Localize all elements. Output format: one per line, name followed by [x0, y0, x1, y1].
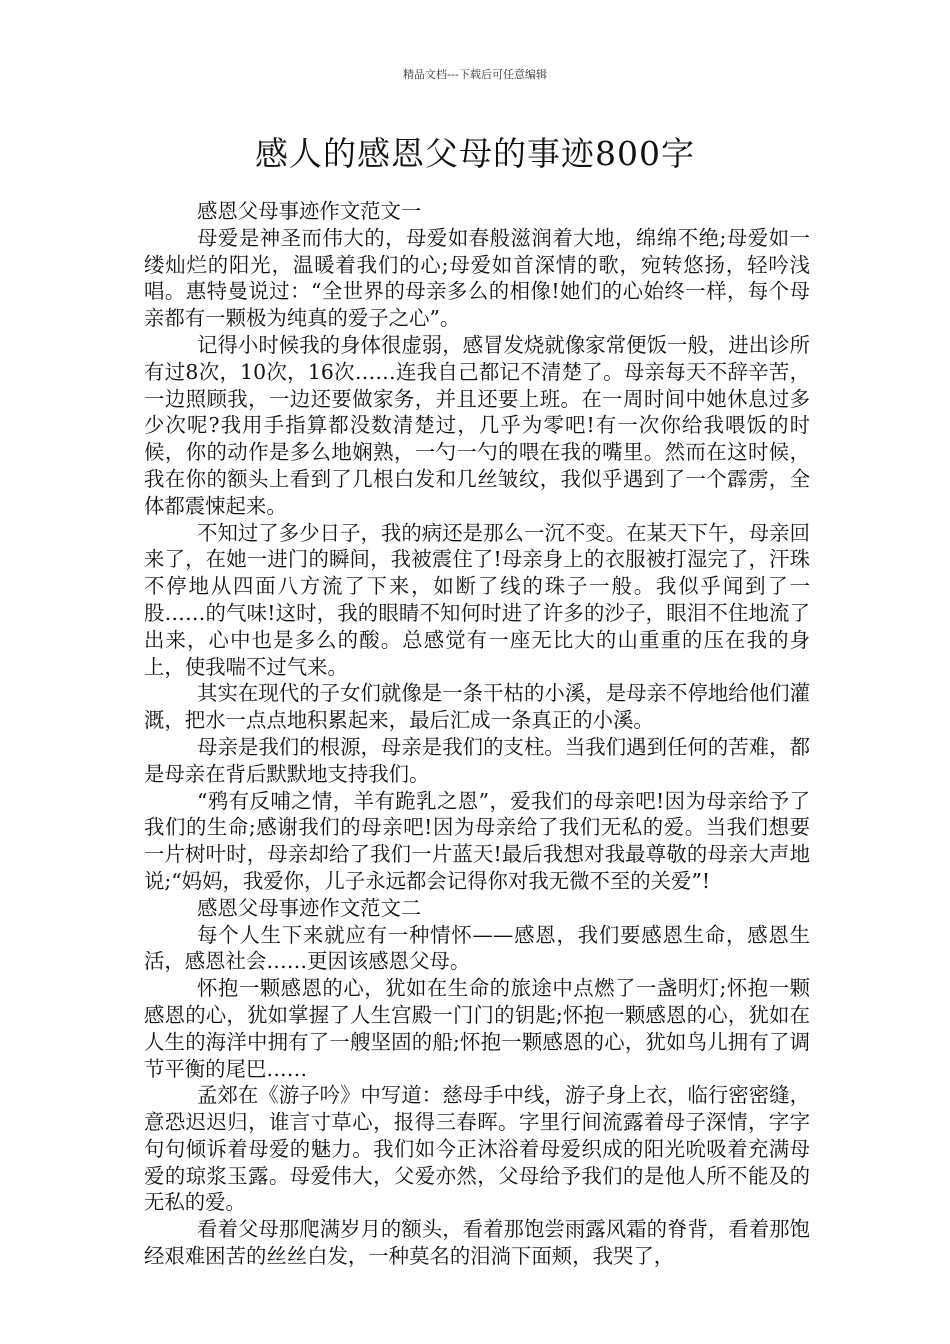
header-note: 精品文档---下载后可任意编辑 — [403, 68, 547, 81]
paragraph: 其实在现代的子女们就像是一条干枯的小溪，是母亲不停地给他们灌溉，把水一点点地积累起来，最后汇成一条真正的小溪。 — [144, 681, 810, 733]
paragraph: 母爱是神圣而伟大的，母爱如春般滋润着大地，绵绵不绝;母爱如一缕灿烂的阳光，温暖着我们的心;母爱如首深情的歌，宛转悠扬，轻吟浅唱。惠特曼说过：“全世界的母亲多么的相像!她们的心始终一样，每个母亲都有一颗极为纯真的爱子之心”。 — [144, 225, 810, 331]
section-heading-2: 感恩父母事迹作文范文二 — [197, 895, 422, 920]
document-title: 感人的感恩父母的事迹800字 — [255, 134, 695, 173]
paragraph: 看着父母那爬满岁月的额头，看着那饱尝雨露风霜的脊背，看着那饱经艰难困苦的丝丝白发，一种莫名的泪淌下面颊，我哭了， — [144, 1217, 810, 1269]
paragraph: 不知过了多少日子，我的病还是那么一沉不变。在某天下午，母亲回来了，在她一进门的瞬间，我被震住了!母亲身上的衣服被打湿完了，汗珠不停地从四面八方流了下来，如断了线的珠子一般。我似乎闻到了一股……的气味!这时，我的眼睛不知何时进了许多的沙子，眼泪不住地流了出来，心中也是多么的酸。总感觉有一座无比大的山重重的压在我的身上，使我喘不过气来。 — [144, 520, 810, 679]
paragraph: 怀抱一颗感恩的心，犹如在生命的旅途中点燃了一盏明灯;怀抱一颗感恩的心，犹如掌握了人生宫殿一门门的钥匙;怀抱一颗感恩的心，犹如在人生的海洋中拥有了一艘坚固的船;怀抱一颗感恩的心，犹如鸟儿拥有了调节平衡的尾巴…… — [144, 976, 810, 1081]
paragraph: 每个人生下来就应有一种情怀——感恩，我们要感恩生命，感恩生活，感恩社会……更因该感恩父母。 — [144, 922, 810, 974]
paragraph: “鸦有反哺之情，羊有跪乳之恩”，爱我们的母亲吧!因为母亲给予了我们的生命;感谢我们的母亲吧!因为母亲给了我们无私的爱。当我们想要一片树叶时，母亲却给了我们一片蓝天!最后我想对我最尊敬的母亲大声地说;“妈妈，我爱你，儿子永远都会记得你对我无微不至的关爱”! — [144, 788, 810, 893]
paragraph: 孟郊在《游子吟》中写道：慈母手中线，游子身上衣，临行密密缝，意恐迟迟归，谁言寸草心，报得三春晖。字里行间流露着母子深情，字字句句倾诉着母爱的魅力。我们如今正沐浴着母爱织成的阳光吮吸着充满母爱的琼浆玉露。母爱伟大，父爱亦然，父母给予我们的是他人所不能及的无私的爱。 — [144, 1083, 810, 1215]
document-body — [144, 198, 810, 1270]
paragraph: 记得小时候我的身体很虚弱，感冒发烧就像家常便饭一般，进出诊所有过8次，10次，16次……连我自己都记不清楚了。母亲每天不辞辛苦，一边照顾我，一边还要做家务，并且还要上班。在一周时间中她休息过多少次呢?我用手指算都没数清楚过，几乎为零吧!有一次你给我喂饭的时候，你的动作是多么地娴熟，一勺一勺的喂在我的嘴里。然而在这时候，我在你的额头上看到了几根白发和几丝皱纹，我似乎遇到了一个霹雳，全体都震悚起来。 — [144, 332, 810, 518]
paragraph: 母亲是我们的根源，母亲是我们的支柱。当我们遇到任何的苦难，都是母亲在背后默默地支持我们。 — [144, 734, 810, 786]
section-heading-1: 感恩父母事迹作文范文一 — [197, 199, 422, 223]
